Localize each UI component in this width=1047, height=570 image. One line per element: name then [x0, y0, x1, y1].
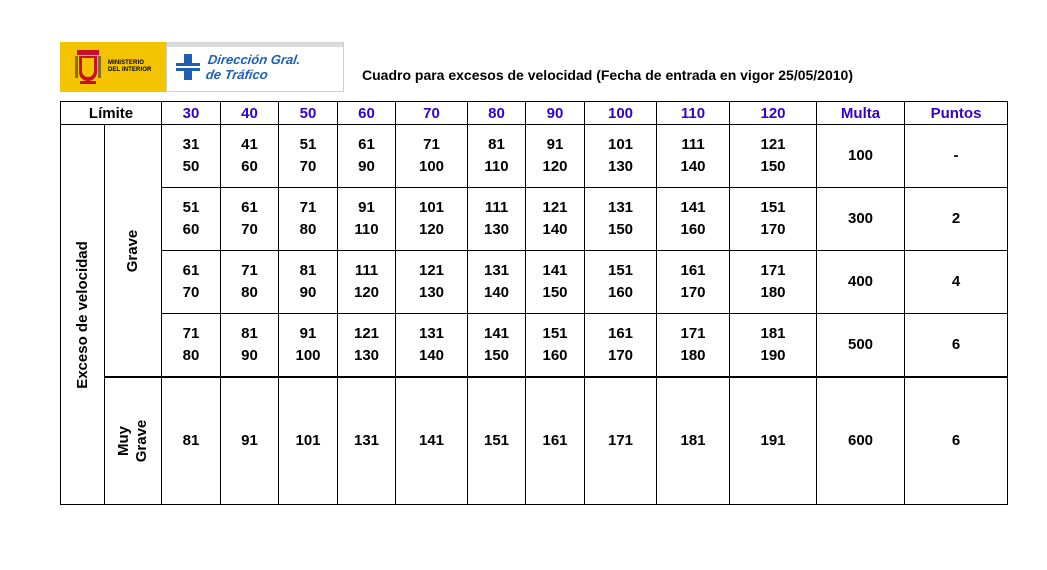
speed-range-cell	[585, 314, 657, 378]
range-max: 130	[483, 221, 510, 238]
range-min: 81	[299, 262, 317, 279]
multa-cell: 300	[817, 188, 905, 251]
limit-header: 70	[396, 102, 468, 125]
speed-range-cell	[526, 251, 585, 314]
range-min: 31	[182, 136, 200, 153]
range-max: 80	[182, 347, 200, 364]
speed-range-cell	[657, 125, 730, 188]
range-min: 161	[607, 325, 634, 342]
speed-range-cell	[730, 251, 817, 314]
range-min: 131	[418, 325, 445, 342]
range-min: 181	[760, 325, 786, 342]
muy-grave-speed-cell: 131	[338, 377, 396, 505]
range-min: 71	[182, 325, 200, 342]
range-min: 141	[680, 199, 706, 216]
range-max: 130	[353, 347, 380, 364]
muy-grave-speed-cell: 161	[526, 377, 585, 505]
range-min: 101	[607, 136, 634, 153]
speed-range-cell	[585, 188, 657, 251]
range-max: 50	[182, 158, 200, 175]
range-max: 130	[418, 284, 445, 301]
range-min: 151	[542, 325, 568, 342]
range-max: 70	[182, 284, 200, 301]
grave-row	[61, 188, 1008, 251]
range-max: 120	[542, 158, 568, 175]
range-min: 131	[607, 199, 634, 216]
muy-grave-speed-cell: 101	[279, 377, 338, 505]
range-min: 151	[607, 262, 634, 279]
muy-grave-label-cell	[105, 377, 162, 505]
range-min: 121	[542, 199, 568, 216]
speed-range-cell	[338, 188, 396, 251]
range-max: 80	[299, 221, 317, 238]
speed-range-cell	[730, 188, 817, 251]
multa-cell: 400	[817, 251, 905, 314]
speed-range-cell	[468, 251, 526, 314]
multa-cell: 100	[817, 125, 905, 188]
range-min: 71	[299, 199, 317, 216]
dgt-line-2: de Tráfico	[204, 67, 269, 82]
range-max: 170	[760, 221, 786, 238]
muy-grave-speed-cell: 141	[396, 377, 468, 505]
range-max: 90	[299, 284, 317, 301]
range-max: 170	[680, 284, 706, 301]
grave-row	[61, 125, 1008, 188]
speed-range-cell	[730, 125, 817, 188]
limit-header: 30	[162, 102, 221, 125]
range-min: 111	[681, 136, 705, 153]
speed-range-cell	[585, 125, 657, 188]
range-min: 91	[358, 199, 375, 216]
speed-range-cell	[468, 314, 526, 378]
dgt-logo	[166, 42, 344, 92]
muy-grave-row	[61, 377, 1008, 505]
speed-range-cell	[526, 188, 585, 251]
range-max: 180	[680, 347, 706, 364]
puntos-cell: 4	[905, 251, 1008, 314]
ministerio-line-2: DEL INTERIOR	[108, 67, 152, 73]
range-max: 70	[241, 221, 258, 238]
grave-row	[61, 251, 1008, 314]
speed-range-cell	[468, 125, 526, 188]
range-min: 151	[760, 199, 786, 216]
range-min: 61	[182, 262, 200, 279]
speed-range-cell	[162, 125, 221, 188]
range-max: 180	[760, 284, 786, 301]
puntos-cell: 2	[905, 188, 1008, 251]
multa-cell: 600	[817, 377, 905, 505]
limit-header: 80	[468, 102, 526, 125]
range-max: 120	[353, 284, 380, 301]
range-max: 150	[542, 284, 568, 301]
muy-grave-speed-cell: 171	[585, 377, 657, 505]
muy-grave-label	[115, 420, 151, 463]
speed-range-cell	[396, 251, 468, 314]
grave-label-cell	[105, 125, 162, 378]
muy-grave-speed-cell: 191	[730, 377, 817, 505]
range-max: 80	[241, 284, 258, 301]
range-max: 70	[299, 158, 317, 175]
range-max: 100	[295, 347, 321, 364]
speed-range-cell	[526, 314, 585, 378]
range-max: 60	[182, 221, 200, 238]
speed-range-cell	[221, 251, 279, 314]
speed-range-cell	[221, 188, 279, 251]
muy-grave-speed-cell: 181	[657, 377, 730, 505]
ministerio-interior-logo	[60, 42, 166, 92]
speed-range-cell	[396, 314, 468, 378]
muy-grave-line-2: Grave	[133, 419, 150, 463]
muy-grave-line-1: Muy	[115, 426, 132, 457]
muy-grave-speed-cell: 81	[162, 377, 221, 505]
speed-range-cell	[221, 125, 279, 188]
range-min: 161	[680, 262, 706, 279]
range-max: 90	[241, 347, 258, 364]
range-min: 81	[488, 136, 505, 153]
range-min: 71	[423, 136, 440, 153]
speed-range-cell	[730, 314, 817, 378]
range-min: 51	[299, 136, 317, 153]
muy-grave-speed-cell: 91	[221, 377, 279, 505]
speed-range-cell	[657, 188, 730, 251]
range-max: 160	[607, 284, 634, 301]
speed-range-cell	[162, 314, 221, 378]
range-max: 90	[358, 158, 375, 175]
range-max: 190	[760, 347, 786, 364]
speed-range-cell	[162, 188, 221, 251]
exceso-velocidad-label: Exceso de velocidad	[73, 240, 91, 389]
range-max: 120	[418, 221, 445, 238]
exceso-velocidad-label-cell	[61, 125, 105, 505]
range-max: 150	[760, 158, 786, 175]
speed-range-cell	[468, 188, 526, 251]
speed-range-cell	[279, 251, 338, 314]
range-max: 140	[483, 284, 510, 301]
page-title: Cuadro para excesos de velocidad (Fecha de entrada en vigor 25/05/2010)	[362, 67, 853, 83]
range-min: 111	[484, 199, 509, 216]
speed-range-cell	[657, 314, 730, 378]
speed-range-cell	[526, 125, 585, 188]
range-max: 140	[680, 158, 706, 175]
muy-grave-speed-cell: 151	[468, 377, 526, 505]
speed-range-cell	[396, 125, 468, 188]
speed-range-cell	[279, 314, 338, 378]
limit-header: 60	[338, 102, 396, 125]
range-min: 121	[418, 262, 445, 279]
range-max: 150	[483, 347, 510, 364]
range-min: 141	[483, 325, 510, 342]
range-min: 91	[546, 136, 564, 153]
limite-header: Límite	[61, 102, 162, 125]
speed-range-cell	[338, 125, 396, 188]
limit-header: 110	[657, 102, 730, 125]
grave-row	[61, 314, 1008, 378]
speed-range-cell	[279, 188, 338, 251]
range-min: 171	[680, 325, 706, 342]
range-min: 51	[182, 199, 200, 216]
range-max: 130	[607, 158, 634, 175]
speed-range-cell	[396, 188, 468, 251]
limit-header: 90	[526, 102, 585, 125]
coat-of-arms-icon	[74, 48, 102, 86]
range-min: 141	[542, 262, 568, 279]
speed-range-cell	[338, 251, 396, 314]
limit-header: 120	[730, 102, 817, 125]
limit-header: 40	[221, 102, 279, 125]
range-min: 61	[241, 199, 258, 216]
range-max: 100	[418, 158, 445, 175]
range-max: 110	[484, 158, 509, 175]
range-max: 150	[607, 221, 634, 238]
range-min: 41	[241, 136, 258, 153]
range-min: 81	[241, 325, 258, 342]
speed-range-cell	[162, 251, 221, 314]
puntos-cell: 6	[905, 314, 1008, 378]
range-min: 91	[299, 325, 317, 342]
puntos-cell: 6	[905, 377, 1008, 505]
limit-header: 100	[585, 102, 657, 125]
grave-label: Grave	[124, 229, 141, 272]
header-row	[61, 102, 1008, 125]
range-max: 110	[354, 221, 379, 238]
range-min: 101	[418, 199, 445, 216]
range-max: 170	[607, 347, 634, 364]
speed-range-cell	[338, 314, 396, 378]
range-min: 171	[760, 262, 786, 279]
range-max: 160	[542, 347, 568, 364]
range-min: 121	[760, 136, 786, 153]
multa-header: Multa	[817, 102, 905, 125]
speed-range-cell	[657, 251, 730, 314]
speed-range-cell	[221, 314, 279, 378]
range-min: 131	[483, 262, 510, 279]
range-min: 71	[241, 262, 258, 279]
puntos-cell: -	[905, 125, 1008, 188]
range-max: 140	[542, 221, 568, 238]
range-min: 111	[354, 262, 379, 279]
range-max: 60	[241, 158, 258, 175]
speed-range-cell	[279, 125, 338, 188]
range-min: 61	[358, 136, 375, 153]
range-min: 121	[353, 325, 380, 342]
dgt-cross-icon	[175, 53, 201, 81]
multa-cell: 500	[817, 314, 905, 378]
speed-range-cell	[585, 251, 657, 314]
limit-header: 50	[279, 102, 338, 125]
range-max: 140	[418, 347, 445, 364]
dgt-line-1: Dirección Gral.	[207, 52, 302, 67]
range-max: 160	[680, 221, 706, 238]
puntos-header: Puntos	[905, 102, 1008, 125]
ministerio-line-1: MINISTERIO	[108, 60, 145, 66]
speed-excess-table	[60, 101, 1008, 505]
